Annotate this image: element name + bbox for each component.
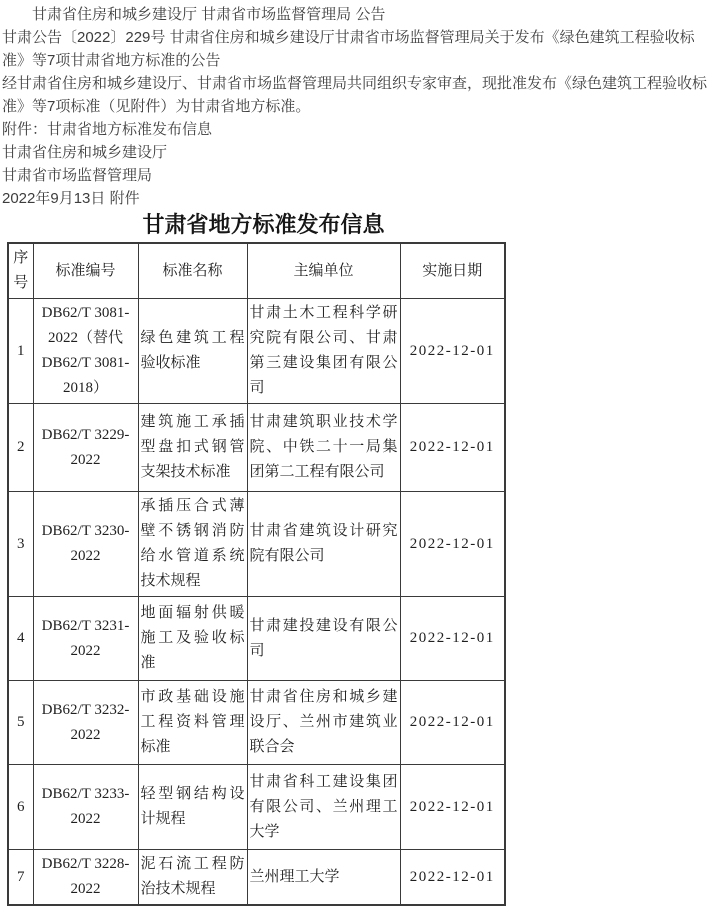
- table-row: [8, 597, 505, 681]
- attachment-reference-line: 附件：甘肃省地方标准发布信息: [2, 121, 213, 138]
- cell-name: 绿色建筑工程验收标准: [138, 299, 247, 404]
- cell-code: DB62/T 3233-2022: [33, 765, 138, 850]
- standards-table-body: [8, 299, 505, 906]
- header-cell-index: 序号: [8, 243, 33, 299]
- cell-editor: 甘肃省建筑设计研究院有限公司: [247, 492, 400, 597]
- cell-index: 6: [8, 765, 33, 850]
- cell-index: 2: [8, 404, 33, 492]
- cell-name: 承插压合式薄壁不锈钢消防给水管道系统技术规程: [138, 492, 247, 597]
- cell-date: 2022-12-01: [400, 681, 505, 765]
- header-cell-date: 实施日期: [400, 243, 505, 299]
- table-row: [8, 404, 505, 492]
- cell-index: 5: [8, 681, 33, 765]
- table-row: [8, 681, 505, 765]
- header-cell-editor: 主编单位: [247, 243, 400, 299]
- cell-name: 建筑施工承插型盘扣式钢管支架技术标准: [138, 404, 247, 492]
- issuer-housing-department: 甘肃省住房和城乡建设厅: [2, 144, 168, 161]
- cell-editor: 甘肃省科工建设集团有限公司、兰州理工大学: [247, 765, 400, 850]
- announcement-number-line: 甘肃公告〔2022〕229号 甘肃省住房和城乡建设厅甘肃省市场监督管理局关于发布《绿色建筑工程验收标准》等7项甘肃省地方标准的公告: [2, 29, 695, 69]
- issuer-market-regulation: 甘肃省市场监督管理局: [2, 167, 153, 184]
- header-cell-code: 标准编号: [33, 243, 138, 299]
- announcement-date-line: 2022年9月13日 附件: [2, 190, 140, 207]
- cell-index: 1: [8, 299, 33, 404]
- cell-editor: 兰州理工大学: [247, 850, 400, 906]
- cell-name: 市政基础设施工程资料管理标准: [138, 681, 247, 765]
- table-row: [8, 850, 505, 906]
- attachment-table-title: 甘肃省地方标准发布信息: [142, 212, 385, 237]
- announcement-header: [0, 0, 716, 210]
- header-cell-name: 标准名称: [138, 243, 247, 299]
- cell-index: 3: [8, 492, 33, 597]
- cell-name: 泥石流工程防治技术规程: [138, 850, 247, 906]
- cell-name: 轻型钢结构设计规程: [138, 765, 247, 850]
- cell-date: 2022-12-01: [400, 765, 505, 850]
- header-row: [8, 243, 505, 299]
- cell-index: 7: [8, 850, 33, 906]
- cell-name: 地面辐射供暖施工及验收标准: [138, 597, 247, 681]
- cell-code: DB62/T 3230-2022: [33, 492, 138, 597]
- cell-editor: 甘肃建筑职业技术学院、中铁二十一局集团第二工程有限公司: [247, 404, 400, 492]
- cell-editor: 甘肃建投建设有限公司: [247, 597, 400, 681]
- cell-editor: 甘肃省住房和城乡建设厅、兰州市建筑业联合会: [247, 681, 400, 765]
- cell-code: DB62/T 3231-2022: [33, 597, 138, 681]
- cell-code: DB62/T 3232-2022: [33, 681, 138, 765]
- announcement-title-line: 甘肃省住房和城乡建设厅 甘肃省市场监督管理局 公告: [32, 6, 386, 23]
- cell-date: 2022-12-01: [400, 404, 505, 492]
- cell-date: 2022-12-01: [400, 492, 505, 597]
- standards-table: [7, 242, 506, 906]
- cell-date: 2022-12-01: [400, 597, 505, 681]
- table-row: [8, 492, 505, 597]
- cell-code: DB62/T 3081-2022（替代 DB62/T 3081-2018）: [33, 299, 138, 404]
- cell-code: DB62/T 3229-2022: [33, 404, 138, 492]
- cell-date: 2022-12-01: [400, 850, 505, 906]
- cell-editor: 甘肃土木工程科学研究院有限公司、甘肃第三建设集团有限公司: [247, 299, 400, 404]
- table-row: [8, 299, 505, 404]
- cell-index: 4: [8, 597, 33, 681]
- standards-table-header: [8, 243, 505, 299]
- cell-code: DB62/T 3228-2022: [33, 850, 138, 906]
- announcement-body-paragraph: 经甘肃省住房和城乡建设厅、甘肃省市场监督管理局共同组织专家审查，现批准发布《绿色建筑工程验收标准》等7项标准（见附件）为甘肃省地方标准。: [2, 75, 708, 115]
- attachment-section: [7, 211, 506, 906]
- cell-date: 2022-12-01: [400, 299, 505, 404]
- table-row: [8, 765, 505, 850]
